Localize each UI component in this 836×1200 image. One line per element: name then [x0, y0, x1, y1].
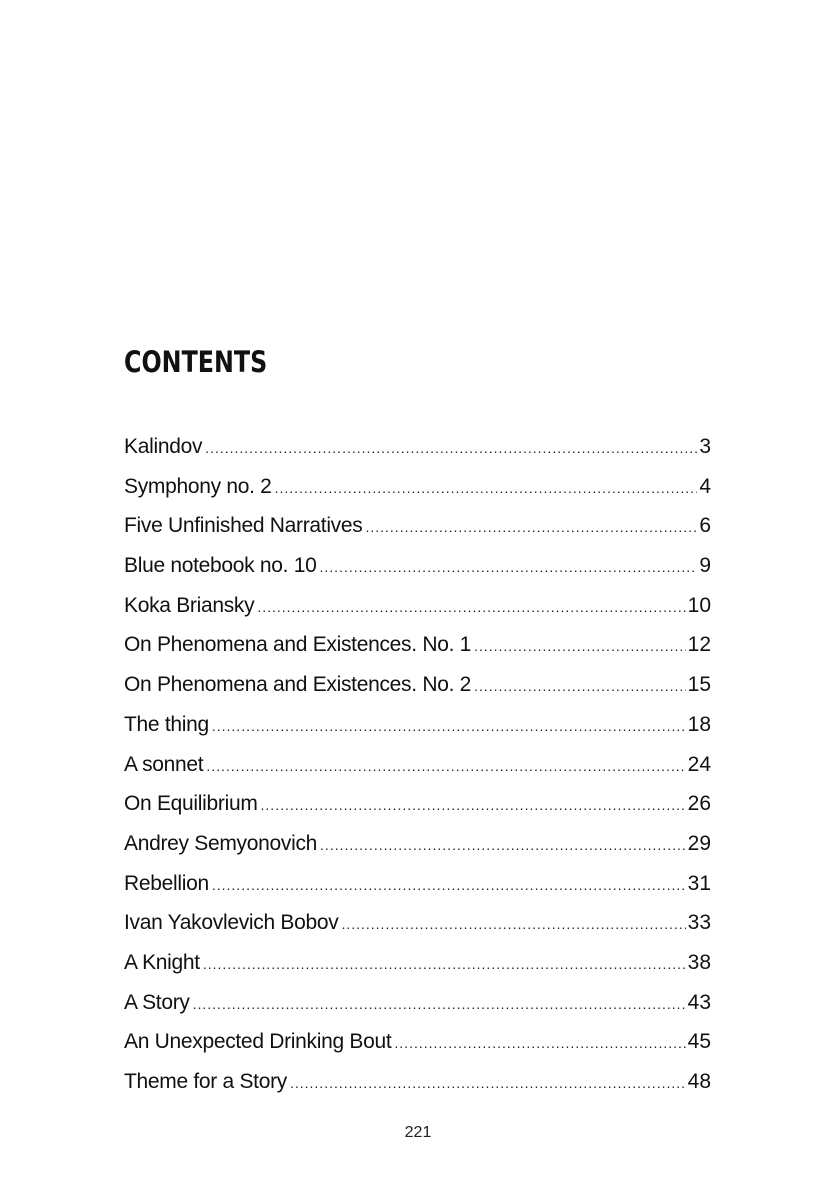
toc-entry — [124, 943, 711, 983]
dot-leader — [365, 508, 697, 546]
toc-entry-page: 6 — [699, 514, 711, 538]
toc-entry-page: 15 — [687, 673, 711, 697]
toc-entry-title: A Knight — [124, 950, 200, 974]
toc-entry — [124, 665, 711, 705]
dot-leader — [474, 627, 686, 665]
toc-entry — [124, 824, 711, 864]
toc-entry — [124, 625, 711, 665]
toc-entry-title: A sonnet — [124, 752, 204, 776]
toc-entry-title: Andrey Semyonovich — [124, 831, 318, 855]
toc-entry — [124, 705, 711, 745]
toc-entry-title: On Phenomena and Existences. No. 2 — [124, 673, 472, 697]
toc-entry — [124, 1022, 711, 1062]
toc-entry-page: 45 — [687, 1030, 711, 1054]
toc-entry — [124, 546, 711, 586]
toc-entry-title: Koka Briansky — [124, 593, 255, 617]
dot-leader — [206, 747, 685, 785]
page-number: 221 — [404, 1124, 432, 1141]
toc-entry-page: 48 — [687, 1070, 711, 1093]
toc-entry — [124, 586, 711, 626]
dot-leader — [394, 1024, 685, 1062]
toc-entry-title: Kalindov — [124, 435, 203, 458]
toc-entry-title: Ivan Yakovlevich Bobov — [124, 911, 339, 935]
toc-entry-title: On Phenomena and Existences. No. 1 — [124, 633, 472, 657]
toc-entry-title: On Equilibrium — [124, 792, 258, 816]
toc-list — [124, 427, 711, 1102]
dot-leader — [193, 985, 686, 1023]
dot-leader — [212, 866, 686, 904]
dot-leader — [257, 588, 685, 626]
dot-leader — [203, 945, 686, 983]
toc-entry-page: 31 — [687, 871, 711, 895]
toc-entry-title: The thing — [124, 712, 209, 736]
toc-entry-title: Blue notebook no. 10 — [124, 554, 317, 578]
toc-entry-title: Rebellion — [124, 871, 209, 895]
dot-leader — [290, 1064, 686, 1102]
toc-entry-page: 33 — [687, 911, 711, 935]
dot-leader — [261, 786, 686, 824]
toc-entry-page: 38 — [687, 950, 711, 974]
toc-entry-page: 10 — [687, 593, 711, 617]
toc-entry — [124, 427, 711, 467]
toc-entry — [124, 745, 711, 785]
toc-entry-title: An Unexpected Drinking Bout — [124, 1030, 392, 1054]
toc-entry-page: 29 — [687, 831, 711, 855]
toc-entry-page: 4 — [699, 474, 711, 498]
toc-entry-title: Symphony no. 2 — [124, 474, 272, 498]
toc-entry-page: 9 — [699, 554, 711, 578]
dot-leader — [341, 905, 685, 943]
dot-leader — [205, 429, 697, 467]
toc-entry-page: 12 — [687, 633, 711, 657]
toc-entry — [124, 864, 711, 904]
dot-leader — [320, 826, 686, 864]
contents-heading: CONTENTS — [124, 345, 268, 379]
toc-entry-page: 24 — [687, 752, 711, 776]
toc-entry-page: 3 — [699, 435, 711, 458]
toc-entry — [124, 903, 711, 943]
toc-entry-title: Theme for a Story — [124, 1070, 287, 1093]
toc-entry-page: 43 — [687, 990, 711, 1014]
toc-entry — [124, 506, 711, 546]
toc-entry — [124, 983, 711, 1023]
toc-entry-page: 26 — [687, 792, 711, 816]
toc-entry — [124, 1062, 711, 1102]
toc-entry-title: Five Unfinished Narratives — [124, 514, 363, 538]
toc-entry — [124, 467, 711, 507]
toc-entry-page: 18 — [687, 712, 711, 736]
toc-entry-title: A Story — [124, 990, 190, 1014]
toc-entry — [124, 784, 711, 824]
dot-leader — [320, 548, 698, 586]
dot-leader — [212, 707, 686, 745]
dot-leader — [474, 667, 686, 705]
dot-leader — [275, 469, 698, 507]
